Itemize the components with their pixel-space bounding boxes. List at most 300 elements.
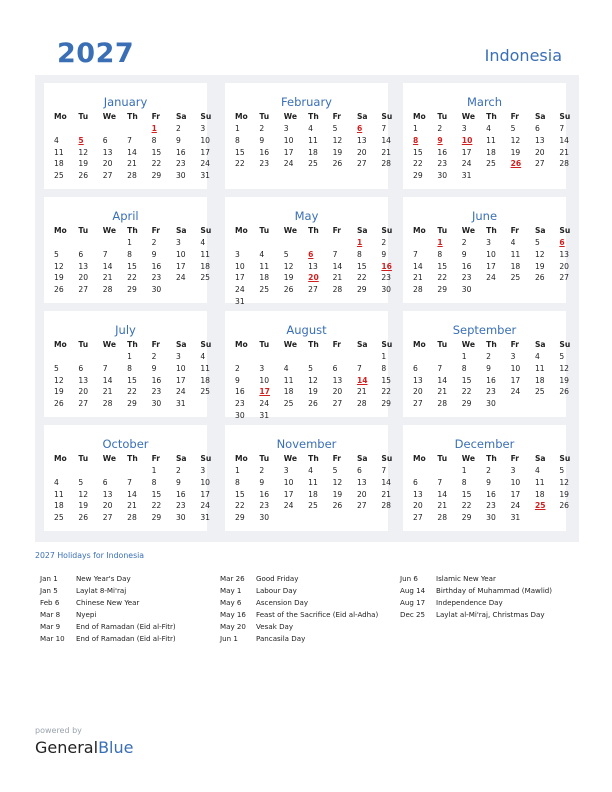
day-cell: 23 <box>259 159 270 169</box>
day-cell: 20 <box>356 489 367 499</box>
weekday-label: Su <box>381 340 393 349</box>
day-cell: 17 <box>175 375 186 385</box>
day-cell: 24 <box>200 159 211 169</box>
month-october <box>44 425 212 531</box>
empty-cell <box>259 238 283 250</box>
day-cell: 8 <box>461 477 467 487</box>
day-cell: 3 <box>259 363 265 373</box>
day-cell: 20 <box>413 387 423 397</box>
weekday-header <box>54 226 225 235</box>
holiday-date: Jan 5 <box>40 586 58 595</box>
holiday-day: 9 <box>437 135 443 145</box>
day-cell: 23 <box>259 501 270 511</box>
month-february <box>225 83 393 189</box>
day-cell: 30 <box>175 513 186 523</box>
day-cell: 16 <box>235 387 245 397</box>
day-cell: 24 <box>510 501 521 511</box>
day-cell: 5 <box>283 249 289 259</box>
day-cell: 9 <box>151 363 157 373</box>
day-cell: 28 <box>381 159 392 169</box>
day-cell: 2 <box>151 352 157 361</box>
day-cell: 28 <box>356 399 367 409</box>
holiday-name: New Year's Day <box>76 574 131 583</box>
weekday-label: Su <box>559 226 571 235</box>
day-cell: 14 <box>437 489 448 499</box>
holiday-column <box>220 574 378 646</box>
weekday-label: Tu <box>259 112 270 121</box>
holiday-name: Laylat al-Mi'raj, Christmas Day <box>436 610 545 619</box>
weekday-label: We <box>461 454 476 463</box>
day-cell: 5 <box>78 477 84 487</box>
weekday-label: Su <box>559 454 571 463</box>
day-cell: 19 <box>78 159 89 169</box>
empty-cell <box>78 124 102 136</box>
day-cell: 7 <box>381 466 387 475</box>
brand-name-blue: Blue <box>98 738 134 757</box>
day-cell: 4 <box>283 363 289 373</box>
day-cell: 1 <box>127 352 133 361</box>
day-cell: 24 <box>486 273 496 283</box>
day-cell: 17 <box>200 489 211 499</box>
day-cell: 22 <box>235 159 245 169</box>
day-cell: 1 <box>127 238 133 247</box>
day-cell: 19 <box>332 147 343 157</box>
day-cell: 12 <box>332 135 343 145</box>
day-cell: 31 <box>175 399 186 409</box>
weekday-label: Su <box>200 340 212 349</box>
day-cell: 14 <box>102 261 113 271</box>
weekday-label: Tu <box>259 454 270 463</box>
weekday-label: Th <box>486 454 497 463</box>
weekday-label: Sa <box>356 112 368 121</box>
day-cell: 13 <box>413 489 423 499</box>
day-cell: 20 <box>78 273 89 283</box>
holiday-row <box>400 574 552 586</box>
day-grid <box>413 238 584 297</box>
day-cell: 14 <box>102 375 113 385</box>
weekday-label: Th <box>486 226 497 235</box>
day-cell: 28 <box>127 171 137 181</box>
empty-cell <box>127 124 151 136</box>
day-grid <box>235 466 406 525</box>
day-cell: 17 <box>510 375 521 385</box>
weekday-label: Sa <box>534 340 546 349</box>
day-cell: 8 <box>127 363 133 373</box>
day-cell: 11 <box>308 477 318 487</box>
day-cell: 7 <box>332 249 338 259</box>
holiday-column <box>400 574 552 622</box>
day-cell: 26 <box>78 171 89 181</box>
day-cell: 29 <box>151 171 162 181</box>
day-cell: 6 <box>356 466 362 475</box>
day-cell: 28 <box>102 399 113 409</box>
weekday-label: We <box>102 226 117 235</box>
day-cell: 19 <box>54 387 64 397</box>
holiday-row <box>220 598 378 610</box>
day-cell: 19 <box>54 273 64 283</box>
day-cell: 27 <box>102 513 113 523</box>
empty-cell <box>78 238 102 250</box>
day-cell: 10 <box>175 249 186 259</box>
calendar-grid <box>35 75 579 542</box>
day-cell: 11 <box>486 135 496 145</box>
holiday-day: 14 <box>356 375 368 385</box>
day-cell: 7 <box>102 249 108 259</box>
day-cell: 6 <box>332 363 338 373</box>
day-cell: 8 <box>235 477 240 487</box>
day-cell: 5 <box>559 466 565 475</box>
day-cell: 28 <box>332 285 343 295</box>
weekday-label: Su <box>200 112 212 121</box>
weekday-header <box>235 340 406 349</box>
day-cell: 10 <box>510 477 521 487</box>
day-cell: 30 <box>235 410 245 420</box>
empty-cell <box>54 466 78 478</box>
day-cell: 5 <box>332 466 338 475</box>
weekday-label: Mo <box>54 454 67 463</box>
holiday-day: 6 <box>356 124 363 133</box>
day-cell: 31 <box>200 171 211 181</box>
weekday-label: Tu <box>259 226 270 235</box>
weekday-label: Tu <box>78 112 89 121</box>
day-cell: 14 <box>413 261 423 271</box>
day-cell: 27 <box>102 171 113 181</box>
day-cell: 30 <box>486 513 496 523</box>
holiday-day: 25 <box>534 501 546 511</box>
month-name: June <box>471 209 498 223</box>
holiday-row <box>40 586 176 598</box>
day-cell: 26 <box>283 285 294 295</box>
day-cell: 3 <box>486 238 492 247</box>
day-cell: 26 <box>54 285 64 295</box>
day-cell: 28 <box>413 285 423 295</box>
day-cell: 13 <box>332 375 343 385</box>
day-cell: 12 <box>54 261 64 271</box>
day-cell: 28 <box>381 501 392 511</box>
day-cell: 12 <box>332 477 343 487</box>
day-cell: 13 <box>78 375 89 385</box>
holiday-row <box>400 610 552 622</box>
day-cell: 17 <box>283 147 294 157</box>
day-cell: 14 <box>332 261 343 271</box>
day-cell: 6 <box>413 363 418 373</box>
holiday-column <box>40 574 176 646</box>
day-cell: 17 <box>283 489 294 499</box>
day-cell: 9 <box>461 249 467 259</box>
weekday-label: We <box>283 112 298 121</box>
day-cell: 13 <box>356 135 367 145</box>
day-cell: 16 <box>259 489 270 499</box>
day-cell: 22 <box>356 273 367 283</box>
day-cell: 22 <box>151 501 162 511</box>
empty-cell <box>357 352 381 364</box>
empty-cell <box>308 352 332 364</box>
day-cell: 20 <box>534 147 545 157</box>
month-name: November <box>276 437 337 451</box>
day-cell: 17 <box>235 273 245 283</box>
holiday-day: 17 <box>259 387 270 397</box>
day-cell: 28 <box>437 399 448 409</box>
country-title: Indonesia <box>484 46 562 65</box>
day-cell: 24 <box>200 501 211 511</box>
day-cell: 2 <box>486 466 492 475</box>
day-cell: 31 <box>259 410 270 420</box>
weekday-label: Mo <box>235 226 248 235</box>
holiday-day: 26 <box>510 159 522 169</box>
day-cell: 7 <box>381 124 387 133</box>
day-cell: 26 <box>534 273 545 283</box>
day-cell: 1 <box>461 352 467 361</box>
day-cell: 31 <box>235 296 245 306</box>
day-cell: 16 <box>486 375 496 385</box>
day-cell: 4 <box>200 238 206 247</box>
day-cell: 14 <box>437 375 448 385</box>
day-cell: 12 <box>78 147 89 157</box>
day-cell: 16 <box>437 147 448 157</box>
weekday-label: Mo <box>235 340 248 349</box>
day-cell: 18 <box>200 261 211 271</box>
weekday-label: Sa <box>175 226 187 235</box>
day-grid <box>413 124 584 183</box>
day-cell: 12 <box>283 261 294 271</box>
day-cell: 27 <box>356 159 367 169</box>
holiday-row <box>220 574 378 586</box>
day-cell: 29 <box>235 513 245 523</box>
day-cell: 7 <box>356 363 362 373</box>
day-cell: 29 <box>127 285 137 295</box>
day-cell: 16 <box>175 147 186 157</box>
weekday-label: Sa <box>356 454 368 463</box>
weekday-label: Fr <box>151 112 161 121</box>
day-cell: 4 <box>308 466 314 475</box>
day-cell: 8 <box>381 363 387 373</box>
day-cell: 10 <box>175 363 186 373</box>
holiday-day: 6 <box>308 249 314 259</box>
day-cell: 19 <box>308 387 318 397</box>
day-cell: 15 <box>461 375 472 385</box>
month-name: May <box>294 209 319 223</box>
day-cell: 20 <box>102 501 113 511</box>
empty-cell <box>78 466 102 478</box>
day-cell: 18 <box>534 489 545 499</box>
month-name: July <box>115 323 136 337</box>
month-june <box>403 197 571 303</box>
day-cell: 25 <box>510 273 521 283</box>
day-cell: 1 <box>461 466 467 475</box>
day-cell: 7 <box>559 124 565 133</box>
day-cell: 16 <box>259 147 270 157</box>
holiday-date: Aug 14 <box>400 586 426 595</box>
day-cell: 3 <box>461 124 467 133</box>
day-cell: 6 <box>78 363 84 373</box>
weekday-label: Mo <box>413 454 426 463</box>
day-cell: 15 <box>381 375 392 385</box>
weekday-label: We <box>283 454 298 463</box>
day-cell: 20 <box>102 159 113 169</box>
weekday-label: Sa <box>356 226 368 235</box>
day-cell: 8 <box>437 249 443 259</box>
day-grid <box>54 238 225 297</box>
day-cell: 1 <box>381 352 387 361</box>
day-cell: 26 <box>332 501 343 511</box>
day-cell: 30 <box>175 171 186 181</box>
holiday-row <box>220 610 378 622</box>
day-cell: 12 <box>78 489 89 499</box>
holiday-day: 20 <box>308 273 319 283</box>
day-cell: 2 <box>235 363 240 373</box>
weekday-label: Sa <box>175 454 187 463</box>
empty-cell <box>103 238 127 250</box>
day-cell: 22 <box>381 387 392 397</box>
holiday-name: Chinese New Year <box>76 598 140 607</box>
day-cell: 25 <box>200 273 211 283</box>
day-cell: 13 <box>559 249 570 259</box>
holiday-row <box>40 610 176 622</box>
weekday-label: We <box>283 226 298 235</box>
brand-logo[interactable] <box>35 738 133 757</box>
weekday-label: Mo <box>413 340 426 349</box>
day-cell: 28 <box>102 285 113 295</box>
day-cell: 21 <box>127 159 137 169</box>
day-cell: 15 <box>356 261 367 271</box>
day-grid <box>54 352 225 411</box>
holiday-day: 1 <box>437 238 443 247</box>
day-cell: 9 <box>175 135 181 145</box>
day-cell: 3 <box>510 466 516 475</box>
day-cell: 23 <box>175 159 186 169</box>
day-grid <box>235 124 406 171</box>
weekday-label: Su <box>381 226 393 235</box>
day-cell: 22 <box>461 387 472 397</box>
day-cell: 19 <box>332 489 343 499</box>
day-cell: 20 <box>78 387 89 397</box>
day-cell: 12 <box>308 375 318 385</box>
day-cell: 26 <box>559 387 570 397</box>
day-cell: 21 <box>127 501 137 511</box>
day-grid <box>54 466 225 525</box>
day-cell: 15 <box>127 261 137 271</box>
day-cell: 8 <box>151 135 157 145</box>
day-cell: 19 <box>78 501 89 511</box>
day-cell: 17 <box>486 261 496 271</box>
day-cell: 25 <box>308 501 318 511</box>
holiday-row <box>40 598 176 610</box>
day-cell: 18 <box>54 159 64 169</box>
day-cell: 4 <box>534 352 540 361</box>
day-cell: 7 <box>413 249 418 259</box>
day-cell: 21 <box>102 387 113 397</box>
day-cell: 7 <box>437 363 443 373</box>
day-cell: 2 <box>259 466 265 475</box>
brand-name-general: General <box>35 738 99 757</box>
day-cell: 7 <box>127 477 133 487</box>
day-cell: 2 <box>461 238 467 247</box>
weekday-label: Th <box>308 226 319 235</box>
day-cell: 8 <box>461 363 467 373</box>
day-cell: 10 <box>200 477 211 487</box>
day-cell: 11 <box>259 261 270 271</box>
empty-cell <box>259 352 283 364</box>
weekday-label: Su <box>559 340 571 349</box>
weekday-label: Mo <box>54 112 67 121</box>
day-cell: 14 <box>381 477 392 487</box>
day-cell: 15 <box>151 147 162 157</box>
day-cell: 12 <box>534 249 545 259</box>
month-name: April <box>112 209 139 223</box>
weekday-label: We <box>102 454 117 463</box>
weekday-label: Fr <box>510 340 520 349</box>
holiday-date: May 20 <box>220 622 246 631</box>
weekday-label: Fr <box>332 454 342 463</box>
weekday-header <box>54 340 225 349</box>
day-cell: 20 <box>559 261 570 271</box>
day-cell: 17 <box>510 489 521 499</box>
weekday-label: Sa <box>534 454 546 463</box>
day-cell: 25 <box>54 513 64 523</box>
day-cell: 13 <box>534 135 545 145</box>
day-cell: 30 <box>151 285 162 295</box>
day-cell: 25 <box>283 399 294 409</box>
holiday-row <box>220 586 378 598</box>
weekday-label: Th <box>127 112 138 121</box>
weekday-label: Su <box>381 454 393 463</box>
day-cell: 14 <box>381 135 392 145</box>
day-cell: 10 <box>259 375 270 385</box>
day-cell: 15 <box>437 261 448 271</box>
day-cell: 5 <box>54 249 59 259</box>
weekday-label: Th <box>127 226 138 235</box>
holiday-day: 1 <box>151 124 157 133</box>
holiday-day: 8 <box>413 135 419 145</box>
holiday-date: Feb 6 <box>40 598 60 607</box>
day-cell: 26 <box>308 399 318 409</box>
day-cell: 16 <box>486 489 496 499</box>
day-cell: 18 <box>308 489 318 499</box>
day-cell: 26 <box>78 513 89 523</box>
day-cell: 17 <box>461 147 472 157</box>
holiday-date: Jan 1 <box>40 574 58 583</box>
holiday-name: Labour Day <box>256 586 297 595</box>
holidays-title: 2027 Holidays for Indonesia <box>35 551 145 560</box>
weekday-header <box>235 226 406 235</box>
day-cell: 30 <box>461 285 472 295</box>
day-cell: 12 <box>559 477 570 487</box>
month-may <box>225 197 393 306</box>
empty-cell <box>437 352 461 364</box>
holiday-date: Jun 1 <box>220 634 238 643</box>
day-cell: 25 <box>200 387 211 397</box>
day-cell: 11 <box>54 489 64 499</box>
holiday-day: 10 <box>461 135 473 145</box>
day-cell: 5 <box>332 124 338 133</box>
weekday-label: We <box>283 340 298 349</box>
holiday-date: Dec 25 <box>400 610 426 619</box>
day-cell: 4 <box>54 135 59 145</box>
day-cell: 18 <box>259 273 270 283</box>
day-cell: 11 <box>200 249 211 259</box>
day-cell: 5 <box>559 352 565 361</box>
day-cell: 24 <box>175 273 186 283</box>
day-cell: 29 <box>461 399 472 409</box>
day-cell: 6 <box>78 249 84 259</box>
day-cell: 25 <box>54 171 64 181</box>
empty-cell <box>333 352 357 364</box>
weekday-label: Sa <box>175 112 187 121</box>
holiday-date: Mar 8 <box>40 610 61 619</box>
day-grid <box>235 352 406 423</box>
month-name: August <box>286 323 327 337</box>
weekday-label: Mo <box>413 112 426 121</box>
